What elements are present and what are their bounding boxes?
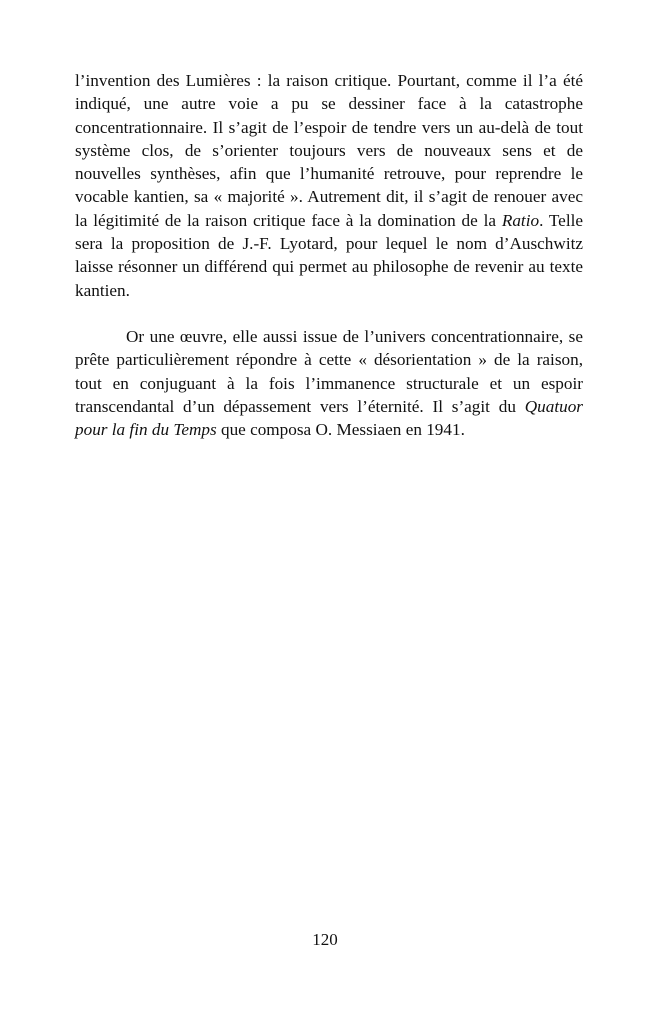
paragraph-2-text-a: Or une œuvre, elle aussi issue de l’univers concentrationnaire, se prête particulièrement répondre à cette « désorientation » de la raison, tout en conjuguant à la fois l’immanence structurale et un espoir transcendantal d’un dépassement vers l’éternité. Il s’agit du <box>75 326 583 416</box>
paragraph-1-text-a: l’invention des Lumières : la raison critique. Pourtant, comme il l’a été indiqué, une autre voie a pu se dessiner face à la catastrophe concentrationnaire. Il s’agit de l’espoir de tendre vers un au-delà de tout système clos, de s’orienter toujours vers de nouveaux sens et de nouvelles synthèses, afin que l’humanité retrouve, pour reprendre le vocable kantien, sa « majorité ». Autrement dit, il s’agit de renouer avec la légitimité de la raison critique face à la domination de la <box>75 71 583 230</box>
paragraph-1-italic-ratio: Ratio <box>501 210 540 230</box>
paragraph-1 <box>75 69 583 302</box>
paragraph-1-text-b: . Telle sera la proposition de J.-F. Lyotard, pour lequel le nom d’Auschwitz laisse résonner un différend qui permet au philosophe de revenir au texte kantien. <box>75 210 583 300</box>
paragraph-2 <box>75 325 583 441</box>
page-number: 120 <box>312 930 338 949</box>
page-body <box>75 69 583 441</box>
paragraph-2-italic-title: Quatuor pour la fin du Temps <box>75 396 583 440</box>
paragraph-2-text-b: que composa O. Messiaen en 1941. <box>216 420 465 440</box>
